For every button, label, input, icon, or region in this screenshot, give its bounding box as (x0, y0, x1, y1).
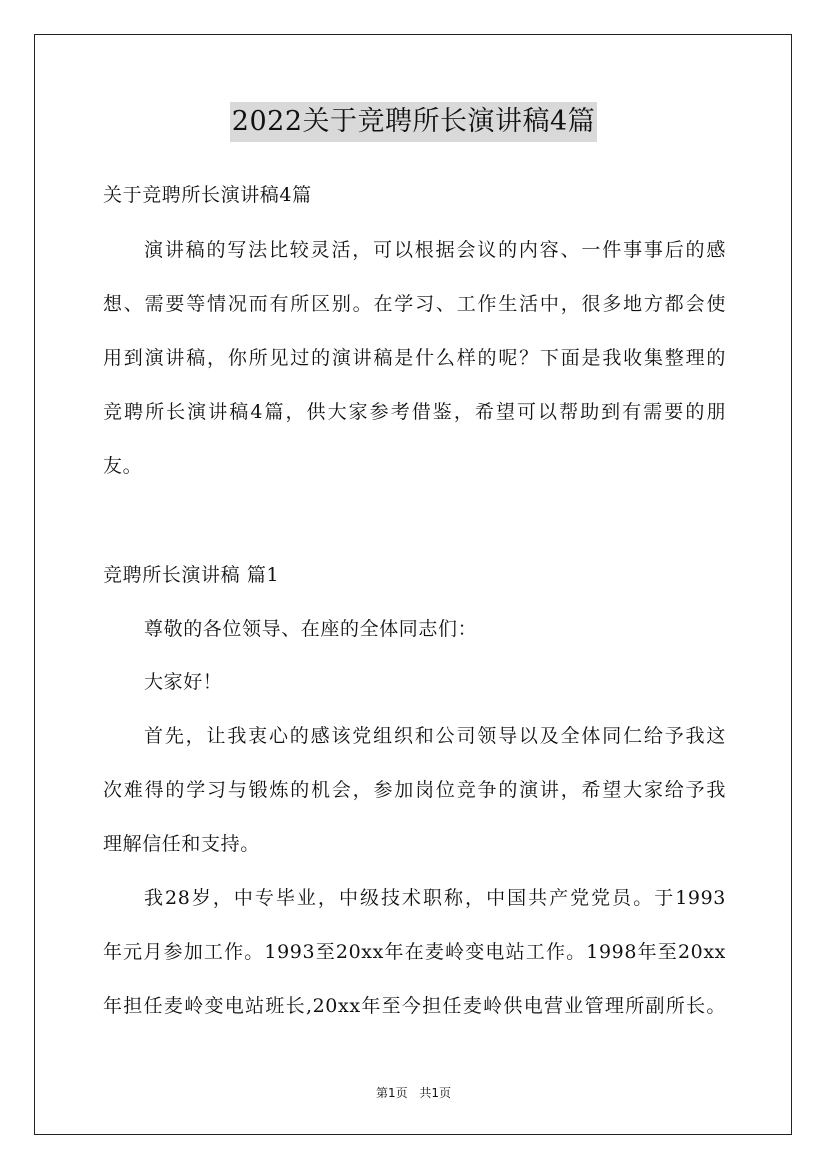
page-total: 共1页 (419, 1086, 452, 1100)
section-heading: 竞聘所长演讲稿 篇1 (103, 564, 280, 586)
intro-line-5: 友。 (103, 455, 143, 477)
document-subtitle: 关于竞聘所长演讲稿4篇 (103, 184, 312, 206)
greeting-line: 尊敬的各位领导、在座的全体同志们： (144, 618, 478, 640)
title-container (0, 102, 827, 142)
page-number: 第1页 (375, 1086, 408, 1100)
intro-line-3: 用到演讲稿，你所见过的演讲稿是什么样的呢？下面是我收集整理的 (103, 347, 726, 369)
para1-line-3: 理解信任和支持。 (103, 833, 260, 855)
para1-line-2: 次难得的学习与锻炼的机会，参加岗位竞争的演讲，希望大家给予我 (103, 779, 726, 801)
intro-line-2: 想、需要等情况而有所区别。在学习、工作生活中，很多地方都会使 (103, 293, 726, 315)
document-title: 2022关于竞聘所长演讲稿4篇 (230, 102, 597, 142)
para2-line-3: 年担任麦岭变电站班长,20xx年至今担任麦岭供电营业管理所副所长。 (103, 995, 726, 1017)
page-footer (0, 1085, 827, 1101)
para1-line-1: 首先，让我衷心的感该党组织和公司领导以及全体同仁给予我这 (144, 725, 726, 747)
intro-line-1: 演讲稿的写法比较灵活，可以根据会议的内容、一件事事后的感 (144, 239, 726, 261)
hello-line: 大家好！ (144, 671, 223, 693)
para2-line-2: 年元月参加工作。1993至20xx年在麦岭变电站工作。1998年至20xx (103, 941, 726, 963)
intro-line-4: 竞聘所长演讲稿4篇，供大家参考借鉴，希望可以帮助到有需要的朋 (103, 401, 726, 423)
para2-line-1: 我28岁，中专毕业，中级技术职称，中国共产党党员。于1993 (144, 887, 726, 909)
